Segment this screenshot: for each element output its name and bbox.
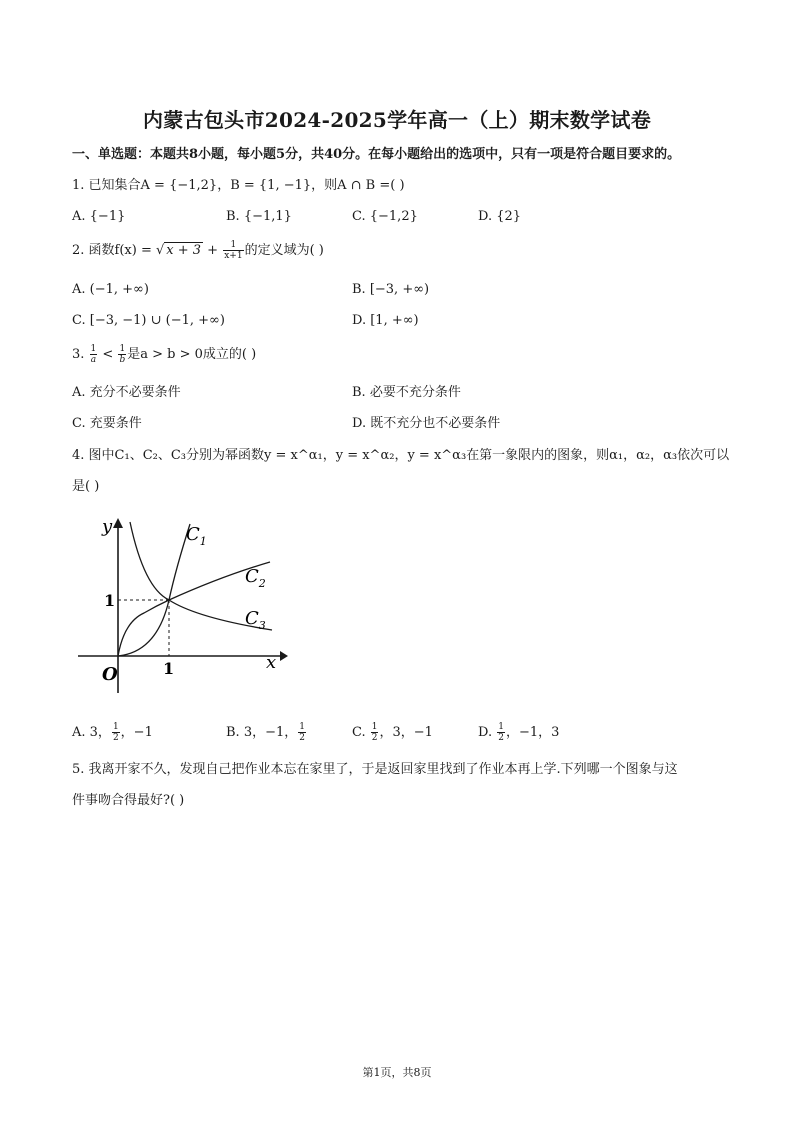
q3-f2-den: b xyxy=(119,355,126,365)
q3-f2-num: 1 xyxy=(119,344,126,354)
q4-c-half-den: 2 xyxy=(371,733,378,743)
q1-option-b: B. {−1,1} xyxy=(226,209,292,224)
origin-label: O xyxy=(102,664,118,685)
q2-option-c: C. [−3, −1) ∪ (−1, +∞) xyxy=(72,313,225,328)
q4-option-d xyxy=(478,720,559,746)
y-tick-1: 1 xyxy=(104,591,116,610)
q1-option-a: A. {−1} xyxy=(72,209,126,224)
q4-d-letter: D. xyxy=(478,725,497,740)
q4-a-half-den: 2 xyxy=(112,733,119,743)
q3-option-c: C. 充要条件 xyxy=(72,416,142,431)
y-axis-arrow xyxy=(113,518,123,528)
question-3-stem xyxy=(72,342,256,368)
q3-f1-num: 1 xyxy=(90,344,97,354)
q3-prefix: 3. xyxy=(72,347,89,362)
page-title: 内蒙古包头市2024-2025学年高一（上）期末数学试卷 xyxy=(142,108,652,132)
q3-f1-den: a xyxy=(90,355,97,365)
q2-plus: + xyxy=(203,243,223,258)
q4-c-half-num: 1 xyxy=(371,722,378,732)
q3-suffix: 是a > b > 0成立的( ) xyxy=(127,347,257,362)
q2-option-a: A. (−1, +∞) xyxy=(72,282,149,297)
q4-option-c xyxy=(352,720,433,746)
q2-fraction xyxy=(223,240,243,261)
q4-d-rest: ，−1，3 xyxy=(505,725,560,740)
q2-frac-num: 1 xyxy=(223,240,243,251)
q3-fraction-1 xyxy=(90,344,98,365)
q3-fraction-2 xyxy=(118,344,126,365)
x-tick-1: 1 xyxy=(163,659,175,678)
q1-option-d: D. {2} xyxy=(478,209,522,224)
q4-a-half-num: 1 xyxy=(112,722,119,732)
q3-option-d: D. 既不充分也不必要条件 xyxy=(352,416,501,431)
question-2-stem xyxy=(72,238,324,264)
q4-b-letter: B. 3，−1， xyxy=(226,725,298,740)
label-c3 xyxy=(245,608,266,632)
q1-option-c: C. {−1,2} xyxy=(352,209,418,224)
label-c2-letter: C xyxy=(245,566,259,587)
curve-c1 xyxy=(118,524,190,656)
q4-a-rest: ，−1 xyxy=(120,725,153,740)
y-axis-label: y xyxy=(102,516,113,537)
q2-stem-prefix: 2. 函数f(x) = xyxy=(72,243,156,258)
label-c2-sub: 2 xyxy=(258,577,266,590)
q3-option-a: A. 充分不必要条件 xyxy=(72,385,181,400)
power-function-graph xyxy=(72,510,292,695)
q2-frac-den: x+1 xyxy=(224,251,243,261)
q4-a-half xyxy=(112,722,120,743)
x-axis-label: x xyxy=(266,652,277,673)
question-4-stem-line1: 4. 图中C₁、C₂、C₃分别为幂函数y = x^α₁，y = x^α₂，y = x^α₃在第一象限内的图象，则α₁，α₂，α₃依次可以 xyxy=(72,448,730,463)
q4-option-b xyxy=(226,720,307,746)
label-c1 xyxy=(186,524,207,548)
x-axis-arrow xyxy=(280,651,288,661)
q2-sqrt-arg: x + 3 xyxy=(166,243,202,258)
page-footer: 第1页，共8页 xyxy=(362,1066,432,1079)
label-c1-letter: C xyxy=(186,524,200,545)
q4-c-letter: C. xyxy=(352,725,370,740)
q4-d-half-den: 2 xyxy=(498,733,504,743)
q4-b-half-den: 2 xyxy=(299,733,305,743)
label-c3-sub: 3 xyxy=(258,619,266,632)
q4-d-half xyxy=(497,722,505,743)
q4-option-a xyxy=(72,720,153,746)
q3-lt: < xyxy=(98,347,118,362)
label-c2 xyxy=(245,566,266,590)
label-c1-sub: 1 xyxy=(199,535,207,548)
question-1-stem: 1. 已知集合A = {−1,2}，B = {1, −1}，则A ∩ B =( ) xyxy=(72,178,405,193)
q4-c-rest: ，3，−1 xyxy=(379,725,433,740)
label-c3-letter: C xyxy=(245,608,259,629)
q4-b-half-num: 1 xyxy=(299,722,305,732)
q2-option-d: D. [1, +∞) xyxy=(352,313,419,328)
question-5-stem-line2: 件事吻合得最好?( ) xyxy=(72,793,185,808)
section-heading: 一、单选题：本题共8小题，每小题5分，共40分。在每小题给出的选项中，只有一项是符合题目要求的。 xyxy=(72,147,681,162)
q3-option-b: B. 必要不充分条件 xyxy=(352,385,461,400)
q4-a-letter: A. 3， xyxy=(72,725,111,740)
q4-b-half xyxy=(298,722,306,743)
q2-option-b: B. [−3, +∞) xyxy=(352,282,430,297)
q2-sqrt-symbol: √ xyxy=(155,243,165,258)
q4-d-half-num: 1 xyxy=(498,722,504,732)
question-4-stem-line2: 是( ) xyxy=(72,479,100,494)
q4-c-half xyxy=(371,722,379,743)
q2-stem-suffix: 的定义域为( ) xyxy=(244,243,324,258)
question-5-stem-line1: 5. 我离开家不久，发现自己把作业本忘在家里了，于是返回家里找到了作业本再上学.下列哪一个图象与这 xyxy=(72,762,678,777)
